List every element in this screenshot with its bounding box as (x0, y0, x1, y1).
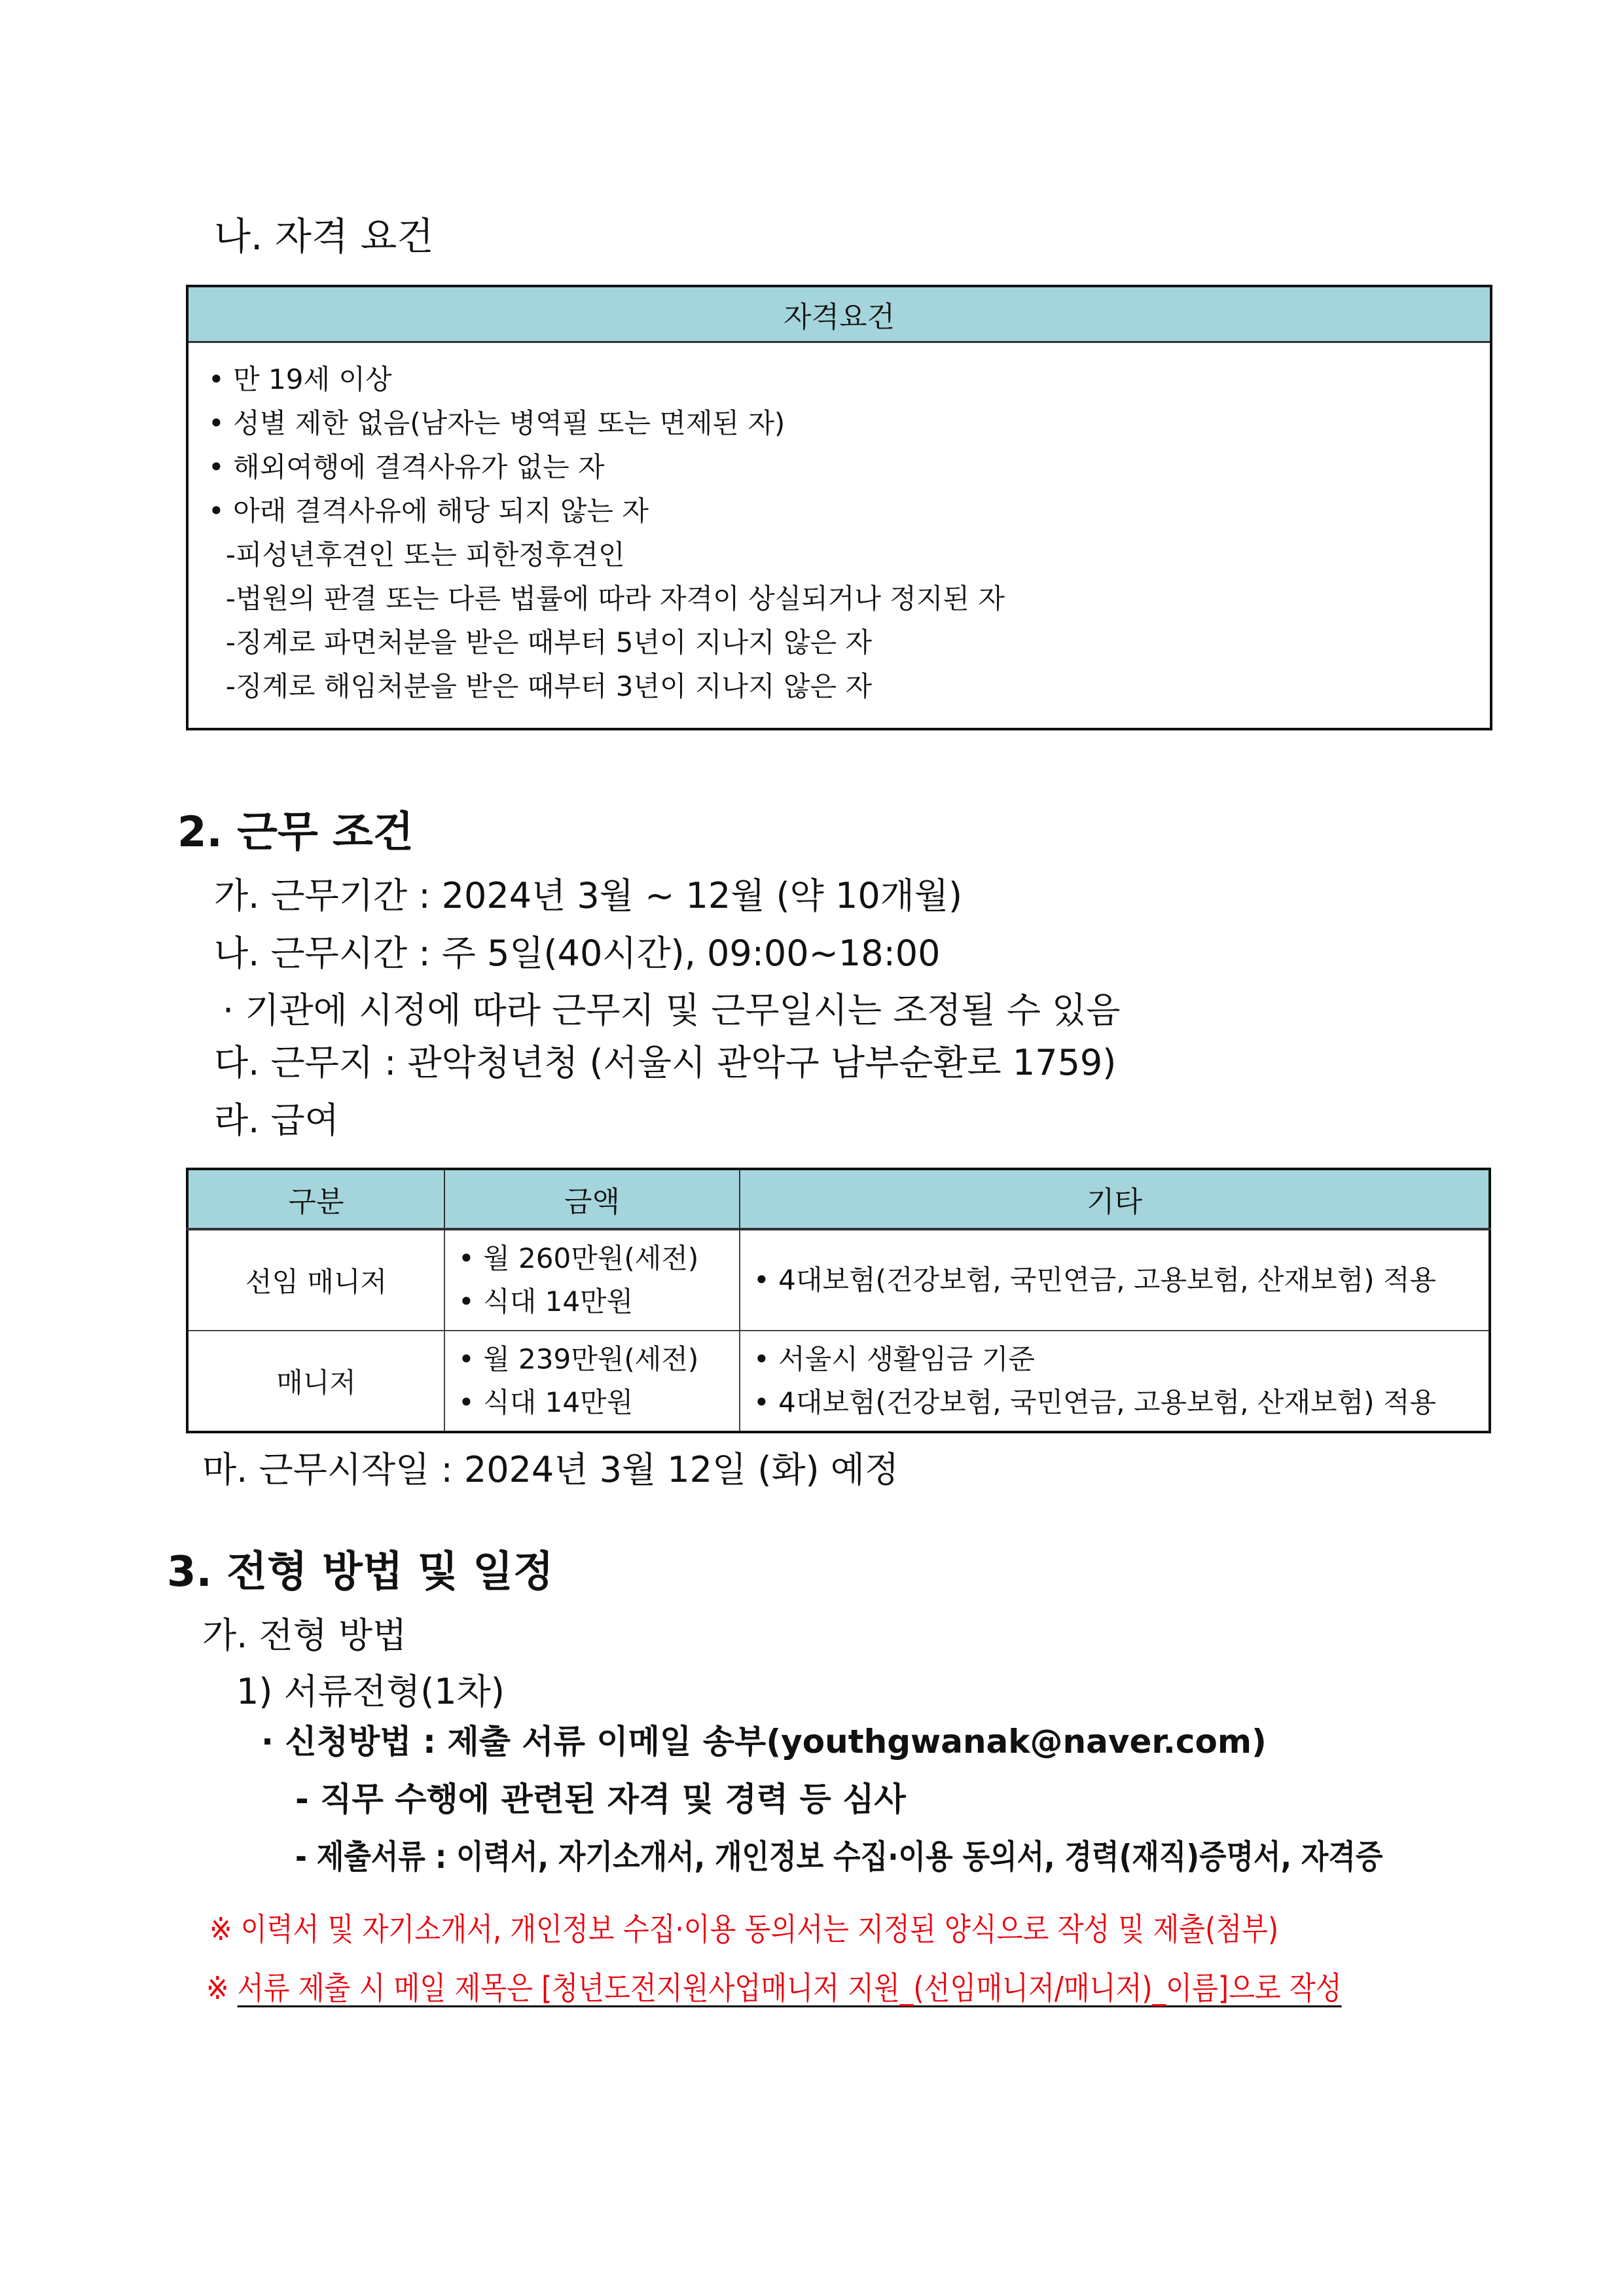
pay-amount: • 월 260만원(세전) (458, 1242, 699, 1274)
pay-etc-cell (740, 1229, 1490, 1331)
start-date: 마. 근무시작일 : 2024년 3월 12일 (화) 예정 (202, 1449, 899, 1490)
note-forms: ※ 이력서 및 자기소개서, 개인정보 수집·이용 동의서는 지정된 양식으로 작성 및 제출(첨부) (209, 1911, 1279, 1948)
pay-header-etc: 기타 (740, 1169, 1490, 1229)
section-heading-work-conditions: 2. 근무 조건 (177, 808, 414, 857)
note-mark: ※ (206, 1970, 238, 2007)
selection-method: 가. 전형 방법 (202, 1615, 407, 1656)
pay-etc-cell (740, 1331, 1490, 1432)
selection-step1: 1) 서류전형(1차) (236, 1671, 505, 1712)
pay-etc: • 4대보험(건강보험, 국민연금, 고용보험, 산재보험) 적용 (753, 1264, 1437, 1296)
qualification-table-header: 자격요건 (187, 286, 1491, 342)
work-hours-note: · 기관에 시정에 따라 근무지 및 근무일시는 조정될 수 있음 (223, 990, 1121, 1031)
work-hours: 나. 근무시간 : 주 5일(40시간), 09:00~18:00 (214, 933, 941, 974)
qualification-item: • 아래 결격사유에 해당 되지 않는 자 (208, 495, 649, 527)
qualification-table (186, 285, 1492, 730)
table-row (187, 1331, 1490, 1432)
pay-etc: • 서울시 생활임금 기준 (753, 1343, 1035, 1375)
pay-table (186, 1168, 1491, 1433)
pay-meal: • 식대 14만원 (458, 1386, 634, 1418)
pay-header-amount: 금액 (444, 1169, 740, 1229)
pay-header-type: 구분 (187, 1169, 444, 1229)
review-criteria: - 직무 수행에 관련된 자격 및 경력 등 심사 (295, 1780, 906, 1818)
pay-type: 매니저 (187, 1331, 444, 1432)
qualification-item: • 성별 제한 없음(남자는 병역필 또는 면제된 자) (208, 407, 785, 439)
apply-method: · 신청방법 : 제출 서류 이메일 송부(youthgwanak@naver.com) (261, 1723, 1267, 1761)
table-row (187, 1229, 1490, 1331)
note-email-subject (206, 1970, 1342, 2007)
qualification-heading: 나. 자격 요건 (214, 214, 434, 259)
pay-type: 선임 매니저 (187, 1229, 444, 1331)
required-documents: - 제출서류 : 이력서, 자기소개서, 개인정보 수집·이용 동의서, 경력(재직)증명서, 자격증 (295, 1838, 1383, 1876)
work-place: 다. 근무지 : 관악청년청 (서울시 관악구 남부순환로 1759) (214, 1042, 1117, 1083)
note-email-subject-text: 서류 제출 시 메일 제목은 [청년도전지원사업매니저 지원_(선임매니저/매니저)_이름]으로 작성 (237, 1970, 1342, 2007)
qualification-subitem: -법원의 판결 또는 다른 법률에 따라 자격이 상실되거나 정지된 자 (208, 583, 1005, 615)
qualification-list (187, 342, 1491, 730)
pay-amount-cell (444, 1229, 740, 1331)
pay-amount-cell (444, 1331, 740, 1432)
qualification-subitem: -피성년후견인 또는 피한정후견인 (208, 539, 625, 571)
pay-etc: • 4대보험(건강보험, 국민연금, 고용보험, 산재보험) 적용 (753, 1386, 1437, 1418)
qualification-item: • 해외여행에 결격사유가 없는 자 (208, 451, 605, 483)
pay-meal: • 식대 14만원 (458, 1285, 634, 1318)
pay-heading: 라. 급여 (214, 1100, 339, 1141)
qualification-item: • 만 19세 이상 (208, 363, 392, 395)
qualification-subitem: -징계로 해임처분을 받은 때부터 3년이 지나지 않은 자 (208, 670, 873, 702)
pay-amount: • 월 239만원(세전) (458, 1343, 699, 1375)
section-heading-selection: 3. 전형 방법 및 일정 (167, 1548, 554, 1596)
qualification-subitem: -징계로 파면처분을 받은 때부터 5년이 지나지 않은 자 (208, 626, 873, 658)
work-period: 가. 근무기간 : 2024년 3월 ~ 12월 (약 10개월) (214, 875, 963, 916)
